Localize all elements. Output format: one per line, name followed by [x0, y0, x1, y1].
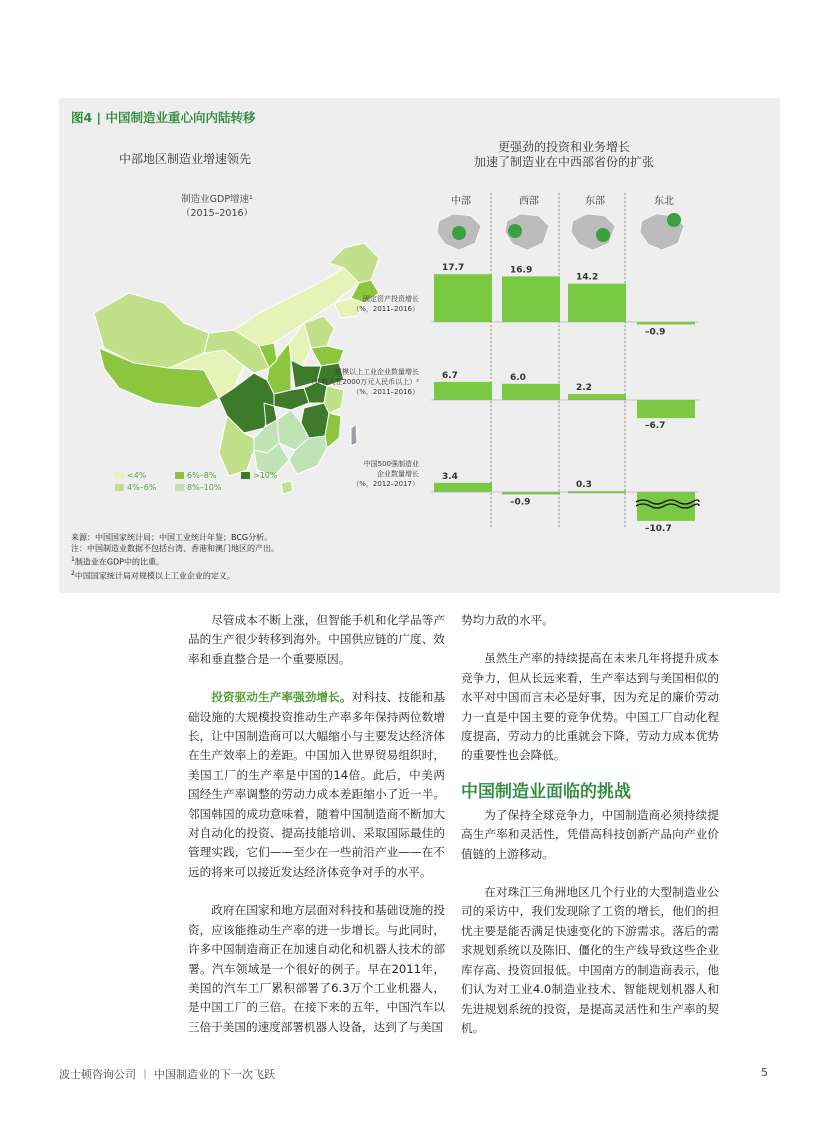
note-source: 来源：中国国家统计局；中国工业统计年鉴；BCG分析。 — [71, 533, 273, 542]
bar — [502, 276, 560, 322]
note-scope: 注：中国制造业数据不包括台湾、香港和澳门地区的产出。 — [71, 544, 279, 553]
category-label: 东北 — [654, 196, 674, 207]
page-number: 5 — [761, 1066, 768, 1079]
legend-label: 8%–10% — [187, 483, 222, 492]
category-label: 东部 — [585, 196, 605, 207]
value-label: 16.9 — [510, 265, 533, 276]
paragraph — [188, 688, 445, 882]
value-label: 3.4 — [442, 471, 458, 482]
paragraph: 为了保持全球竞争力，中国制造商必须持续提高生产率和灵活性，凭借高科技创新产品向产业价值链的上游移动。 — [461, 807, 719, 861]
legend-label: <4% — [127, 471, 147, 480]
row-label-line: （%，2011–2016） — [352, 388, 419, 396]
bar — [434, 274, 492, 322]
value-label: 0.3 — [576, 480, 592, 491]
value-label: 14.2 — [576, 272, 599, 283]
mini-map-highlight — [667, 213, 681, 227]
footer-text: 波士顿咨询公司 ｜ 中国制造业的下一次飞跃 — [59, 1068, 275, 1081]
value-label: 17.7 — [442, 263, 465, 274]
value-label: 6.7 — [442, 370, 458, 381]
row-label-line: 规模以上工业企业数量增长 — [335, 368, 419, 376]
paragraph: 在对珠江三角洲地区几个行业的大型制造业公司的采访中，我们发现除了工资的增长，他们的担忧主要是能否满足快速变化的下游需求。落后的需求规划系统以及陈旧、僵化的生产线导致这些企业库存高、投资回报低。中国南方的制造商表示，他们认为对工业4.0制造业技术、智能规划机器人和先进规划系统的投资，是提高灵活性和生产率的契机。 — [461, 885, 719, 1035]
legend-label: 4%–6% — [127, 483, 157, 492]
bar — [434, 483, 492, 492]
legend-label: >10% — [253, 471, 278, 480]
row-label-line: 固定资产投资增长 — [363, 295, 419, 303]
paragraph: 虽然生产率的持续提高在未来几年将提升成本竞争力，但从长远来看，生产率达到与美国相似的水平对中国而言未必是好事，因为充足的廉价劳动力一直是中国主要的竞争优势。中国工厂自动化程度提高，劳动力的比重就会下降，劳动力成本优势的重要性也会降低。 — [461, 651, 719, 763]
value-label: –6.7 — [645, 421, 666, 432]
value-label: –0.9 — [645, 327, 666, 338]
bar — [637, 322, 695, 324]
bar — [637, 492, 695, 521]
value-label: –10.7 — [645, 523, 672, 534]
footnote-2: $^2$中国国家统计局对规模以上工业企业的定义。 — [71, 569, 235, 581]
paragraph: 势均力敌的水平。 — [461, 613, 554, 627]
value-label: 2.2 — [576, 383, 592, 394]
figure-panel — [59, 98, 780, 593]
paragraph: 政府在国家和地方层面对科技和基础设施的投资，应该能推动生产率的进一步增长。与此同时，许多中国制造商正在加速自动化和机器人技术的部署。汽车领域是一个很好的例子。早在2011年，美国的汽车工厂累积部署了6.3万个工业机器人，是中国工厂的三倍。在接下来的五年，中国汽车以三倍于美国的速度部署机器人设备，达到了与美国 — [188, 903, 445, 1034]
mini-map-highlight — [508, 224, 522, 238]
figure-notes — [71, 532, 279, 581]
paragraph-text: 对科技、技能和基础设施的大规模投资推动生产率多年保持两位数增长，让中国制造商可以大幅缩小与主要发达经济体在生产效率上的差距。中国加入世界贸易组织时，美国工厂的生产率是中国的14倍。此后，中美两国经生产率调整的劳动力成本差距缩小了近一半。邻国韩国的成功意味着，随着中国制造商不断加大对自动化的投资、提高技能培训、采取国际最佳的管理实践，它们——至少在一些前沿产业——在不远的将来可以接近发达经济体竞争对手的水平。 — [188, 690, 445, 879]
footnote-1: $^1$制造业在GDP中的比重。 — [71, 556, 165, 567]
chart-title-line-2: 加速了制造业在中西部省份的扩张 — [473, 155, 654, 169]
row-label-line: （%，2011–2016） — [352, 305, 419, 313]
paragraph-lead: 投资驱动生产率强劲增长。 — [211, 690, 352, 705]
mini-map-highlight — [596, 228, 610, 242]
chart-title-line-1: 更强劲的投资和业务增长 — [497, 140, 630, 154]
row-label-line: （%，2012–2017） — [352, 480, 419, 488]
legend-label: 6%–8% — [187, 471, 217, 480]
map-section-title: 中部地区制造业增速领先 — [119, 152, 252, 166]
value-label: –0.9 — [510, 497, 531, 508]
bar — [502, 384, 560, 400]
category-label: 中部 — [451, 196, 471, 207]
row-label-line: （年收入在2000万元人民币以上）² — [307, 378, 419, 386]
row-label-line: 中国500强制造业 — [363, 460, 419, 468]
map-label-line-1: 制造业GDP增速¹ — [181, 194, 253, 205]
mini-map-highlight — [452, 226, 466, 240]
bar — [568, 394, 626, 400]
bar — [637, 400, 695, 418]
bar-chart — [59, 98, 780, 593]
bar — [434, 382, 492, 400]
section-heading: 中国制造业面临的挑战 — [461, 781, 631, 802]
map-label-line-2: （2015–2016） — [180, 208, 254, 219]
bar — [502, 492, 560, 494]
bar — [568, 284, 626, 322]
figure-title: 图4 | 中国制造业重心向内陆转移 — [71, 110, 256, 125]
paragraph: 尽管成本不断上涨，但智能手机和化学品等产品的生产很少转移到海外。中国供应链的广度、效率和垂直整合是一个重要原因。 — [188, 613, 445, 666]
value-label: 6.0 — [510, 372, 526, 383]
body-column-left — [188, 611, 445, 1037]
category-label: 西部 — [519, 196, 539, 207]
body-column-right — [461, 611, 719, 1038]
row-label-line: 企业数量增长 — [377, 470, 419, 478]
